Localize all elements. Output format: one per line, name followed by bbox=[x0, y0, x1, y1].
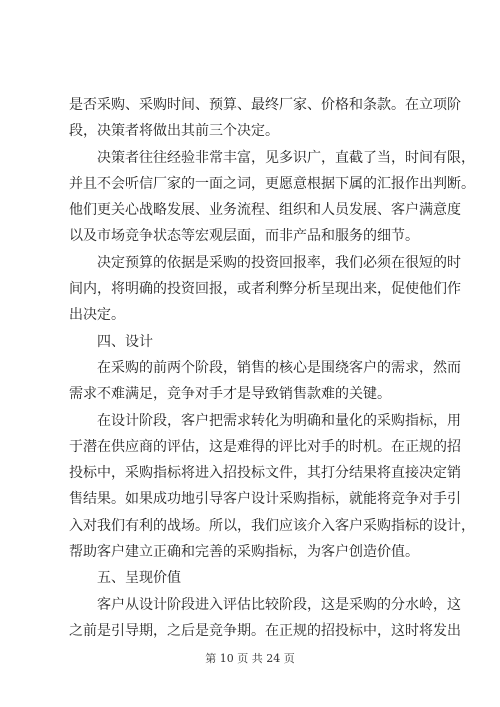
text-line: 投标中，采购指标将进入招投标文件，其打分结果将直接决定销 bbox=[69, 465, 461, 482]
text-line: 段，决策者将做出其前三个决定。 bbox=[69, 123, 279, 140]
text-line: 入对我们有利的战场。所以，我们应该介入客户采购指标的设计， bbox=[69, 517, 475, 534]
section-heading-present-value: 五、呈现价值 bbox=[97, 570, 181, 587]
text-line: 间内，将明确的投资回报，或者利弊分析呈现出来，促使他们作 bbox=[69, 281, 461, 298]
document-body bbox=[69, 92, 475, 644]
text-line: 是否采购、采购时间、预算、最终厂家、价格和条款。在立项阶 bbox=[69, 97, 461, 113]
text-line: 在设计阶段，客户把需求转化为明确和量化的采购指标，用 bbox=[97, 412, 461, 429]
text-line: 决定预算的依据是采购的投资回报率，我们必须在很短的时 bbox=[97, 254, 461, 271]
text-line: 以及市场竞争状态等宏观层面，而非产品和服务的细节。 bbox=[69, 228, 419, 245]
text-line: 决策者往往经验非常丰富，见多识广，直截了当，时间有限， bbox=[97, 149, 475, 166]
text-line: 客户从设计阶段进入评估比较阶段，这是采购的分水岭，这 bbox=[97, 596, 461, 613]
text-line: 于潜在供应商的评估，这是难得的评比对手的时机。在正规的招 bbox=[69, 438, 461, 455]
text-line: 并且不会听信厂家的一面之词，更愿意根据下属的汇报作出判断。 bbox=[69, 175, 475, 192]
text-line: 需求不难满足，竞争对手才是导致销售款难的关键。 bbox=[69, 386, 391, 403]
text-line: 在采购的前两个阶段，销售的核心是围绕客户的需求，然而 bbox=[97, 359, 461, 376]
text-line: 之前是引导期，之后是竞争期。在正规的招投标中，这时将发出 bbox=[69, 622, 461, 639]
page-number-footer: 第 10 页 共 24 页 bbox=[205, 652, 295, 665]
text-line: 他们更关心战略发展、业务流程、组织和人员发展、客户满意度 bbox=[69, 202, 461, 219]
section-heading-design: 四、设计 bbox=[97, 333, 153, 350]
text-line: 帮助客户建立正确和完善的采购指标，为客户创造价值。 bbox=[69, 544, 419, 561]
text-line: 售结果。如果成功地引导客户设计采购指标，就能将竞争对手引 bbox=[69, 491, 461, 508]
text-line: 出决定。 bbox=[69, 307, 125, 324]
